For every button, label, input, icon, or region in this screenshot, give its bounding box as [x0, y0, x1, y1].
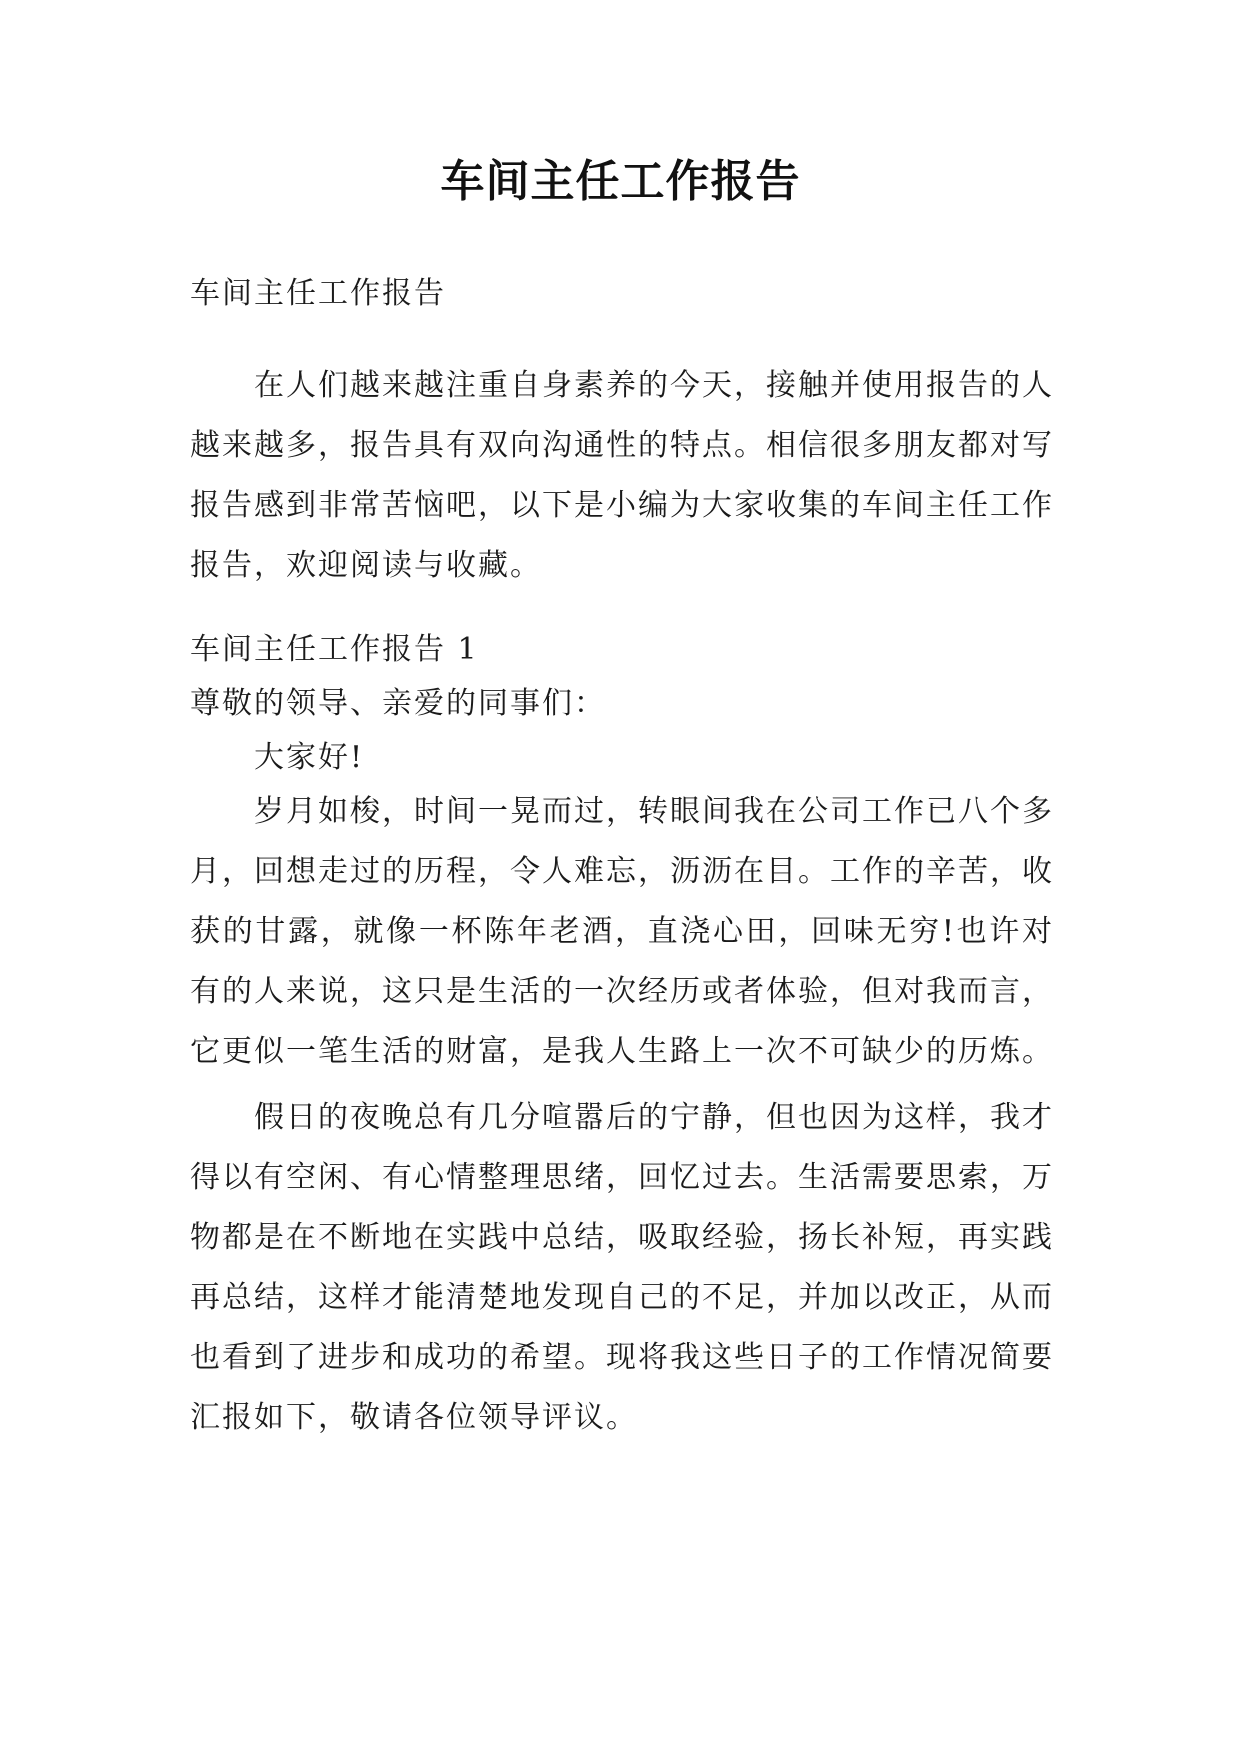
intro-paragraph: 在人们越来越注重自身素养的今天，接触并使用报告的人越来越多，报告具有双向沟通性的特点。相信很多朋友都对写报告感到非常苦恼吧，以下是小编为大家收集的车间主任工作报告，欢迎阅读与收藏。: [190, 368, 1054, 583]
body-paragraph-2: 假日的夜晚总有几分喧嚣后的宁静，但也因为这样，我才得以有空闲、有心情整理思绪，回忆过去。生活需要思索，万物都是在不断地在实践中总结，吸取经验，扬长补短，再实践再总结，这样才能清楚地发现自己的不足，并加以改正，从而也看到了进步和成功的希望。现将我这些日子的工作情况简要汇报如下，敬请各位领导评议。: [190, 1100, 1054, 1435]
salutation: 尊敬的领导、亲爱的同事们：: [190, 686, 606, 721]
section-heading: 车间主任工作报告 1: [190, 632, 479, 667]
document-title: 车间主任工作报告: [440, 156, 801, 207]
greeting: 大家好!: [254, 740, 365, 775]
body-paragraph-1: 岁月如梭，时间一晃而过，转眼间我在公司工作已八个多月，回想走过的历程，令人难忘，沥沥在目。工作的辛苦，收获的甘露，就像一杯陈年老酒，直浇心田，回味无穷!也许对有的人来说，这只是生活的一次经历或者体验，但对我而言，它更似一笔生活的财富，是我人生路上一次不可缺少的历炼。: [190, 794, 1054, 1069]
document-subtitle: 车间主任工作报告: [190, 276, 446, 311]
